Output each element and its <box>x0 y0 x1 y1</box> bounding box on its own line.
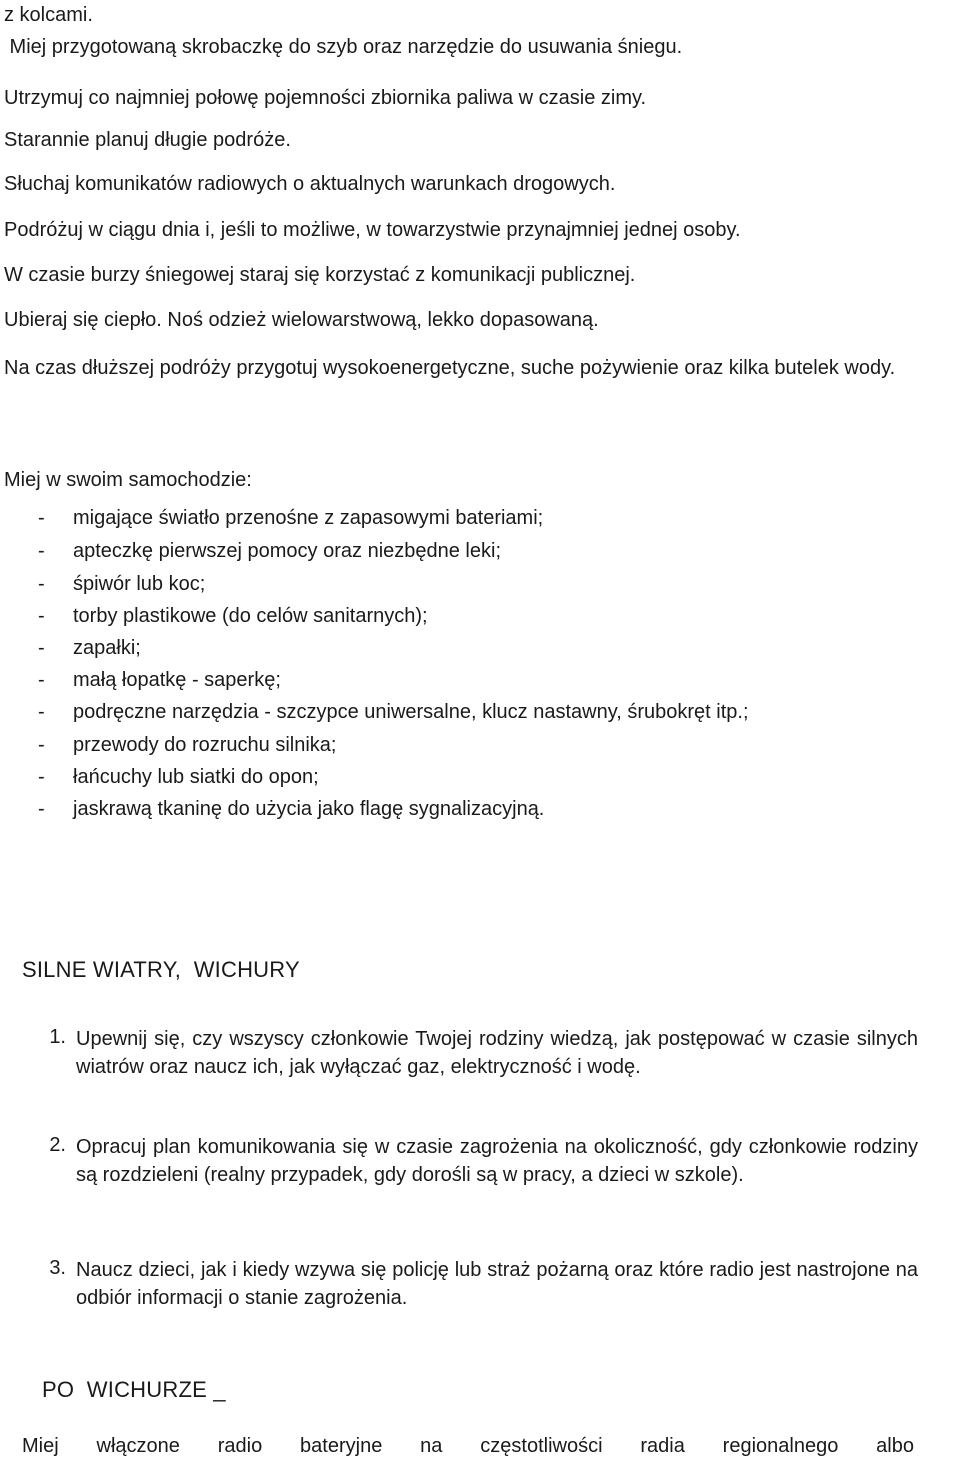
list-item-text: apteczkę pierwszej pomocy oraz niezbędne leki; <box>73 540 501 562</box>
item-number: 1. <box>49 1026 66 1048</box>
intro-line: W czasie burzy śniegowej staraj się korzystać z komunikacji publicznej. <box>4 264 636 286</box>
list-dash: - <box>38 540 45 562</box>
list-dash: - <box>38 734 45 756</box>
intro-line: Ubieraj się ciepło. Noś odzież wielowarstwową, lekko dopasowaną. <box>4 309 599 331</box>
list-item-text: śpiwór lub koc; <box>73 573 206 595</box>
section-heading-after: PO WICHURZE _ <box>42 1377 226 1402</box>
intro-line: Słuchaj komunikatów radiowych o aktualnych warunkach drogowych. <box>4 173 616 195</box>
intro-line: Starannie planuj długie podróże. <box>4 129 291 151</box>
car-kit-intro: Miej w swoim samochodzie: <box>4 469 252 491</box>
list-dash: - <box>38 573 45 595</box>
section-heading-winds: SILNE WIATRY, WICHURY <box>22 957 300 982</box>
list-item-text: jaskrawą tkaninę do użycia jako flagę sygnalizacyjną. <box>73 798 545 820</box>
list-dash: - <box>38 798 45 820</box>
long-trip-paragraph: Na czas dłuższej podróży przygotuj wysokoenergetyczne, suche pożywienie oraz kilka butelek wody. <box>4 357 896 379</box>
list-dash: - <box>38 637 45 659</box>
list-dash: - <box>38 669 45 691</box>
intro-line: Podróżuj w ciągu dnia i, jeśli to możliwe, w towarzystwie przynajmniej jednej osoby. <box>4 219 741 241</box>
item-text: Upewnij się, czy wszyscy członkowie Twojej rodziny wiedzą, jak postępować w czasie silnych wiatrów oraz naucz ich, jak wyłączać gaz, elektryczność i wodę. <box>76 1028 918 1078</box>
list-dash: - <box>38 766 45 788</box>
item-number: 2. <box>49 1134 66 1156</box>
list-item-text: przewody do rozruchu silnika; <box>73 734 337 756</box>
list-dash: - <box>38 701 45 723</box>
intro-line: Utrzymuj co najmniej połowę pojemności zbiornika paliwa w czasie zimy. <box>4 87 647 109</box>
item-text: Opracuj plan komunikowania się w czasie zagrożenia na okoliczność, gdy członkowie rodziny są rozdzieleni (realny przypadek, gdy dorośli są w pracy, a dzieci w szkole). <box>76 1136 918 1186</box>
intro-line: Miej przygotowaną skrobaczkę do szyb oraz narzędzie do usuwania śniegu. <box>4 36 683 58</box>
intro-line: z kolcami. <box>4 4 93 26</box>
list-item-text: małą łopatkę - saperkę; <box>73 669 281 691</box>
list-dash: - <box>38 507 45 529</box>
list-item-text: łańcuchy lub siatki do opon; <box>73 766 319 788</box>
list-item-text: zapałki; <box>73 637 141 659</box>
list-item-text: podręczne narzędzia - szczypce uniwersalne, klucz nastawny, śrubokręt itp.; <box>73 701 749 723</box>
list-dash: - <box>38 605 45 627</box>
item-number: 3. <box>49 1257 66 1279</box>
list-item-text: migające światło przenośne z zapasowymi bateriami; <box>73 507 544 529</box>
list-item-text: torby plastikowe (do celów sanitarnych); <box>73 605 428 627</box>
after-first-line: Miej włączone radio bateryjne na częstotliwości radia regionalnego albo <box>22 1435 914 1457</box>
item-text: Naucz dzieci, jak i kiedy wzywa się policję lub straż pożarną oraz które radio jest nastrojone na odbiór informacji o stanie zagrożenia. <box>76 1259 918 1309</box>
